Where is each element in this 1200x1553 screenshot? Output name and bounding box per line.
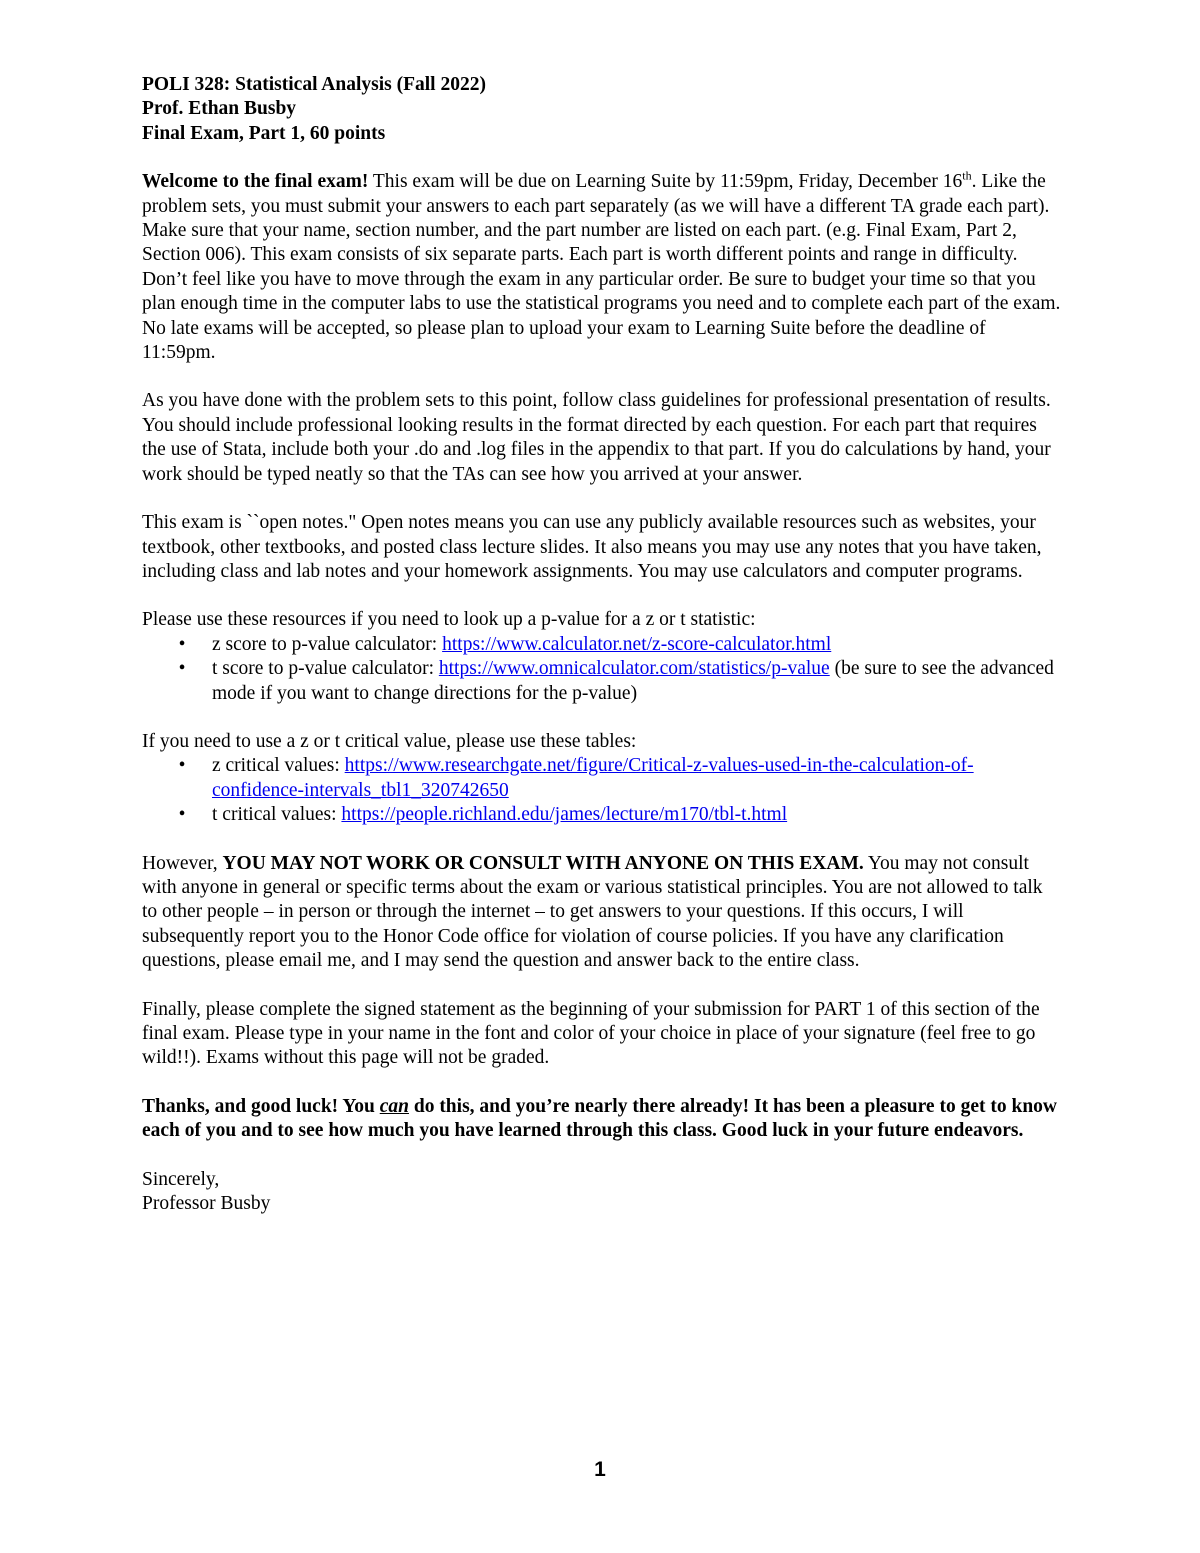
- bullet-icon: •: [178, 755, 186, 777]
- document-header: [142, 73, 1062, 146]
- critical-intro: If you need to use a z or t critical value, please use these tables:: [142, 730, 637, 752]
- closing-b: do this, and you’re nearly there already! It has been a pleasure to get to know each of you and to see how much you have learned through this class. Good luck in your future endeavors.: [142, 1095, 1057, 1142]
- honor-code-paragraph: [142, 852, 1062, 974]
- open-notes-paragraph: This exam is ``open notes." Open notes means you can use any publicly available resources such as websites, your textbook, other textbooks, and posted class lecture slides. It also means you may use any notes that you have taken, including class and lab notes and your homework assignments. You may use calculators and computer programs.: [142, 512, 1042, 582]
- honor-post: You may not consult with anyone in general or specific terms about the exam or various statistical principles. You are not allowed to talk to other people – in person or through the internet – to get answers to your questions. If this occurs, I will subsequently report you to the Honor Code office for violation of course policies. If you have any clarification questions, please email me, and I may send the question and answer back to the entire class.: [142, 852, 1043, 972]
- intro-text-b: . Like the problem sets, you must submit your answers to each part separately (as we will have a different TA grade each part). Make sure that your name, section number, and the part number are listed on each part. (e.g. Final Exam, Part 2, Section 006). This exam consists of six separate parts. Each part is worth different points and range in difficulty. Don’t feel like you have to move through the exam in any particular order. Be sure to budget your time so that you plan enough time in the computer labs to use the statistical programs you need and to complete each part of the exam. No late exams will be accepted, so please plan to upload your exam to Learning Suite before the deadline of 11:59pm.: [142, 171, 1061, 364]
- list-item: [142, 633, 1062, 657]
- t-critical-values-link[interactable]: https://people.richland.edu/james/lecture/m170/tbl-t.html: [341, 804, 788, 826]
- page-number: 1: [594, 1458, 606, 1481]
- intro-lead: Welcome to the final exam!: [142, 171, 369, 193]
- critical-item-label: t critical values:: [212, 804, 342, 826]
- pvalue-item-after: (be sure to see the advanced mode if you want to change directions for the p-value): [212, 658, 1054, 704]
- closing-emphasis: can: [379, 1095, 409, 1117]
- z-critical-values-link[interactable]: https://www.researchgate.net/figure/Critical-z-values-used-in-the-calculation-of-confidence-intervals_tbl1_320742650: [212, 755, 974, 801]
- list-item: [142, 803, 1062, 827]
- list-item: [142, 754, 1062, 803]
- bullet-icon: •: [178, 658, 186, 680]
- presentation-paragraph: As you have done with the problem sets to this point, follow class guidelines for professional presentation of results. You should include professional looking results in the format directed by each question. For each part that requires the use of Stata, include both your .do and .log files in the appendix to that part. If you do calculations by hand, your work should be typed neatly so that the TAs can see how you arrived at your answer.: [142, 390, 1051, 485]
- closing-paragraph: [142, 1095, 1062, 1144]
- signoff: [142, 1168, 1062, 1217]
- bullet-icon: •: [178, 633, 186, 655]
- signed-statement-paragraph: Finally, please complete the signed statement as the beginning of your submission for PART 1 of this section of the final exam. Please type in your name in the font and color of your choice in place of your signature (feel free to go wild!!). Exams without this page will not be graded.: [142, 998, 1040, 1069]
- signoff-salutation: Sincerely,: [142, 1168, 220, 1190]
- signoff-name: Professor Busby: [142, 1193, 271, 1215]
- document-body: [142, 73, 1062, 1216]
- pvalue-item-label: t score to p-value calculator:: [212, 658, 439, 680]
- critical-section: [142, 730, 1062, 828]
- critical-item-label: z critical values:: [212, 755, 345, 777]
- honor-warning: YOU MAY NOT WORK OR CONSULT WITH ANYONE ON THIS EXAM.: [222, 852, 864, 874]
- pvalue-list: [142, 633, 1062, 706]
- z-score-calculator-link[interactable]: https://www.calculator.net/z-score-calculator.html: [442, 633, 832, 655]
- intro-text-a: This exam will be due on Learning Suite by 11:59pm, Friday, December 16: [368, 171, 963, 193]
- bullet-icon: •: [178, 804, 186, 826]
- professor-name: Prof. Ethan Busby: [142, 98, 297, 120]
- honor-pre: However,: [142, 852, 223, 874]
- intro-superscript: th: [962, 168, 972, 183]
- closing-a: Thanks, and good luck! You: [142, 1095, 380, 1117]
- course-title: POLI 328: Statistical Analysis (Fall 2022): [142, 74, 486, 95]
- critical-list: [142, 754, 1062, 827]
- pvalue-item-label: z score to p-value calculator:: [212, 633, 443, 655]
- pvalue-section: [142, 608, 1062, 706]
- intro-paragraph: [142, 170, 1062, 365]
- exam-title: Final Exam, Part 1, 60 points: [142, 122, 386, 144]
- t-score-calculator-link[interactable]: https://www.omnicalculator.com/statistics/p-value: [438, 658, 830, 680]
- list-item: [142, 657, 1062, 706]
- pvalue-intro: Please use these resources if you need to look up a p-value for a z or t statistic:: [142, 609, 756, 631]
